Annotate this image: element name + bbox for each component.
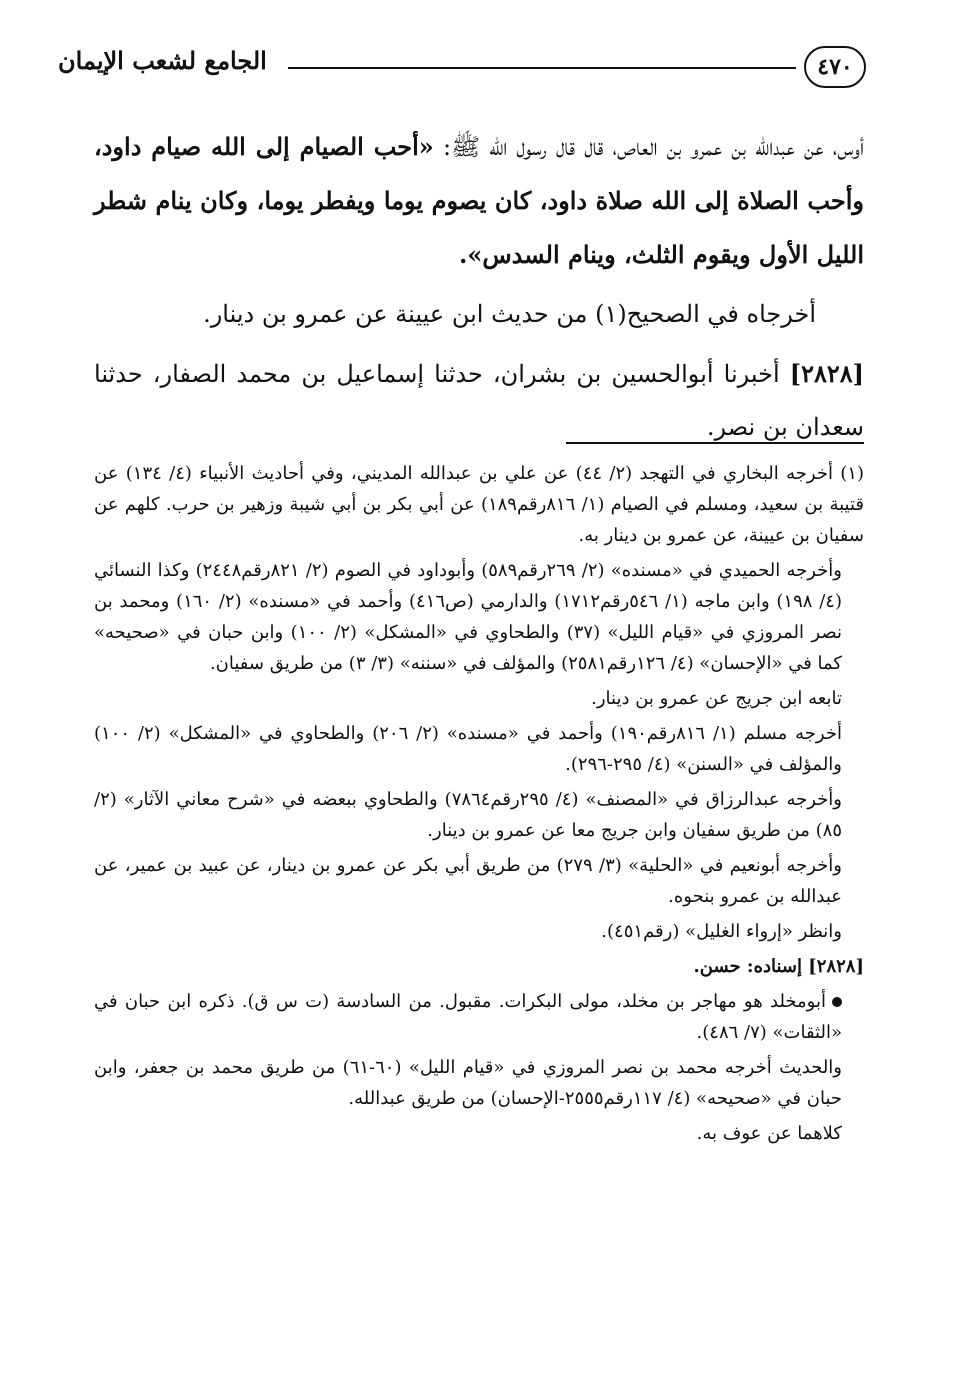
footnote-paragraph: كلاهما عن عوف به. [696,1123,842,1144]
header-rule [288,67,796,69]
footnote-paragraph: تابعه ابن جريج عن عمرو بن دينار. [591,688,842,709]
page-number: ٤٧٠ [804,46,866,88]
hadith-number: [٢٨٢٨] [789,359,864,388]
hadith-2828-text: أخبرنا أبوالحسين بن بشران، حدثنا إسماعيل بن محمد الصفار، حدثنا سعدان بن نصر. [94,360,864,441]
main-text [94,120,864,454]
footnote-paragraph: والحديث أخرجه محمد بن نصر المروزي في «قيام الليل» (٦٠-٦١) من طريق محمد بن جعفر، وابن حبان في «صحيحه» (٤/ ١١٧رقم٢٥٥٥-الإحسان) من طريق عبدالله. [94,1057,842,1109]
footnotes [94,458,864,1153]
footnote-paragraph: أخرجه مسلم (١/ ٨١٦رقم١٩٠) وأحمد في «مسنده» (٢/ ٢٠٦) والطحاوي في «المشكل» (٢/ ١٠٠) والمؤلف في «السنن» (٤/ ٢٩٥-٢٩٦). [94,723,842,775]
takhrij-line: أخرجاه في الصحيح(١) من حديث ابن عيينة عن عمرو بن دينار. [203,300,816,328]
page-header [58,42,866,106]
hadith-2828-chain [94,347,864,454]
footnote-1: (١) أخرجه البخاري في التهجد (٢/ ٤٤) عن علي بن عبدالله المديني، وفي أحاديث الأنبياء (٤/ ١٣٤) عن قتيبة بن سعيد، ومسلم في الصيام (١/ ٨١٦رقم١٨٩) عن أبي بكر بن أبي شيبة وزهير بن حرب. كلهم عن سفيان بن عيينة، عن عمرو بن دينار به. [94,463,864,546]
hadith-paragraph [94,120,864,282]
footnote-paragraph: وأخرجه عبدالرزاق في «المصنف» (٤/ ٢٩٥رقم٧٨٦٤) والطحاوي ببعضه في «شرح معاني الآثار» (٢/ ٨٥) من طريق سفيان وابن جريج معا عن عمرو بن دينار. [94,789,842,841]
narrator-note-text: أبومخلد هو مهاجر بن مخلد، مولى البكرات. مقبول. من السادسة (ت س ق). ذكره ابن حبان في «الثقات» (٧/ ٤٨٦). [94,991,842,1043]
hadith-chain: أوس، عن عبدالله بن عمرو بن العاص، قال قال رسول الله ﷺ: [433,133,864,161]
narrator-note [94,986,864,1048]
bullet-icon [832,997,842,1007]
footnote-paragraph: وانظر «إرواء الغليل» (رقم٤٥١). [601,921,842,942]
isnad-grade: [٢٨٢٨] إسناده: حسن. [693,956,864,977]
footnote-paragraph: وأخرجه أبونعيم في «الحلية» (٣/ ٢٧٩) من طريق أبي بكر عن عمرو بن دينار، عن عبيد بن عمير، عن عبدالله بن عمرو بنحوه. [94,855,842,907]
book-title: الجامع لشعب الإيمان [58,46,267,75]
footnote-separator [566,442,864,444]
hadith-text: «أحب الصيام إلى الله صيام داود، وأحب الصلاة إلى الله صلاة داود، كان يصوم يوما ويفطر يوما، وكان ينام شطر الليل الأول ويقوم الثلث، وينام السدس». [94,132,864,269]
footnote-paragraph: وأخرجه الحميدي في «مسنده» (٢/ ٢٦٩رقم٥٨٩) وأبوداود في الصوم (٢/ ٨٢١رقم٢٤٤٨) وكذا النسائي (٤/ ١٩٨) وابن ماجه (١/ ٥٤٦رقم١٧١٢) والدارمي (ص٤١٦) وأحمد في «مسنده» (٢/ ١٦٠) ومحمد بن نصر المروزي في «قيام الليل» (٣٧) والطحاوي في «المشكل» (٢/ ١٠٠) وابن حبان في «صحيحه» كما في «الإحسان» (٤/ ١٢٦رقم٢٥٨١) والمؤلف في «سننه» (٣/ ٣) من طريق سفيان. [94,560,842,674]
